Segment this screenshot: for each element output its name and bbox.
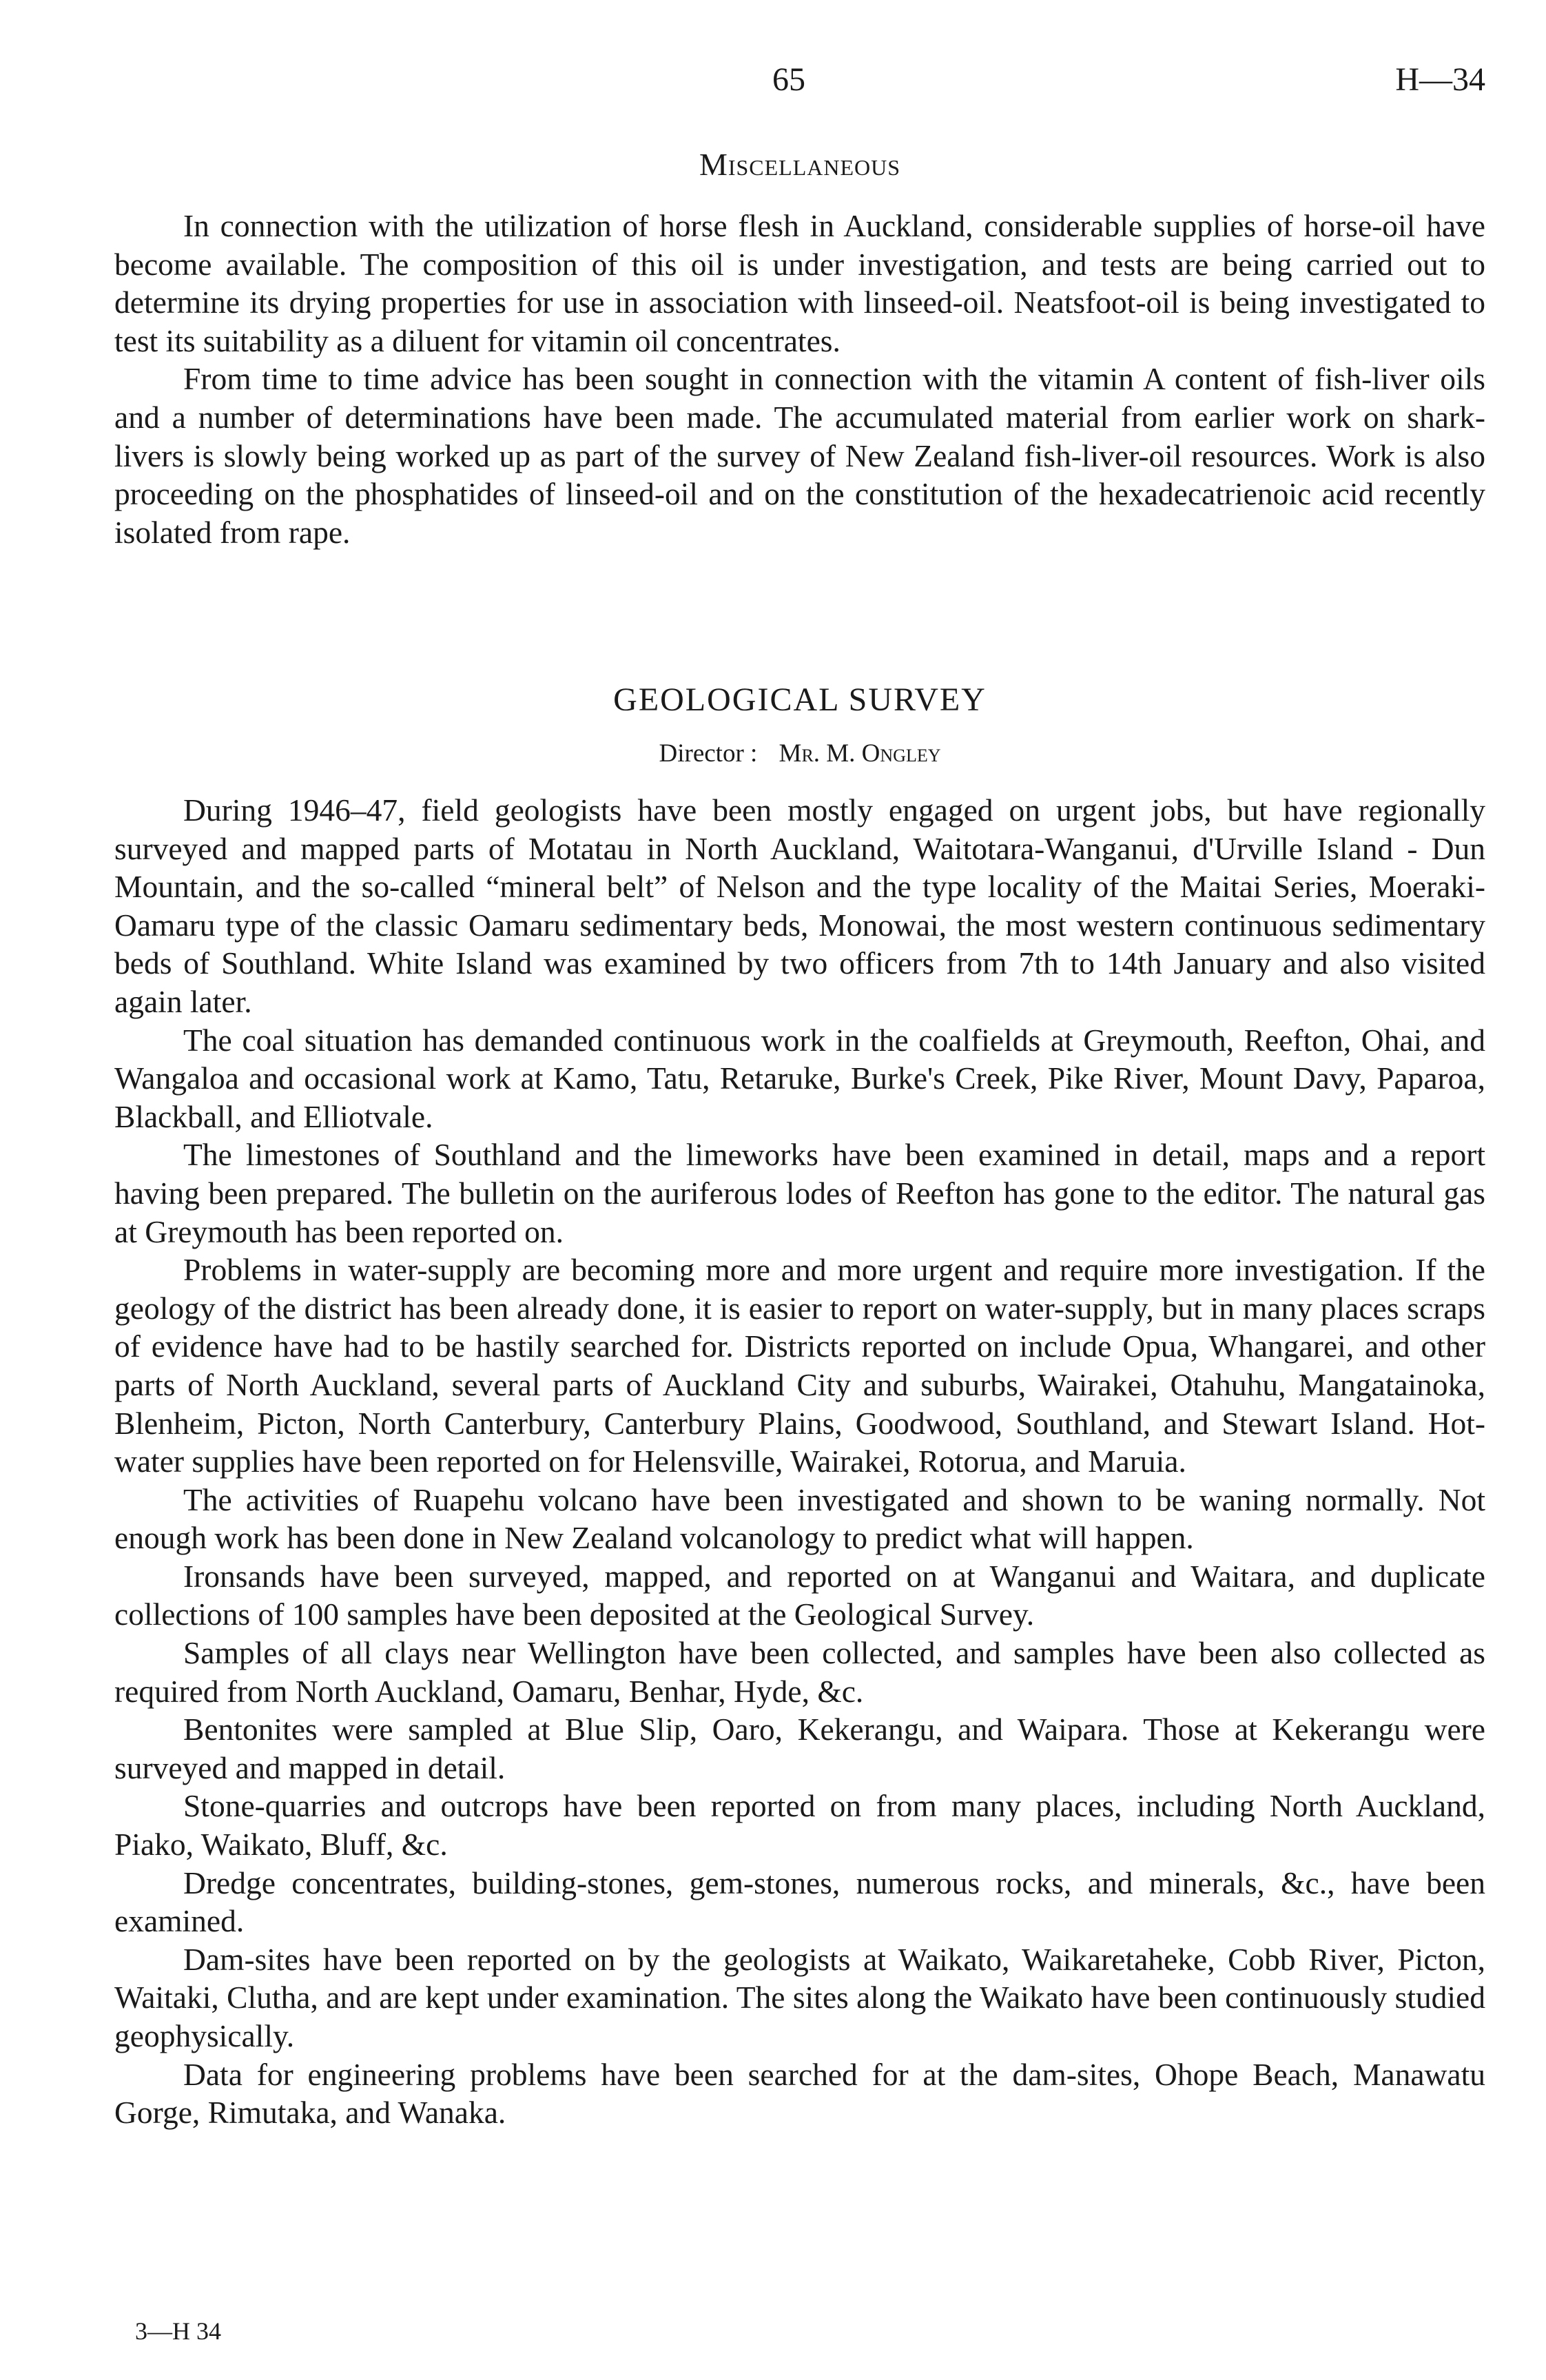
document-page	[114, 0, 1485, 2380]
paragraph: Samples of all clays near Wellington have been collected, and samples have been also collected as required from North Auckland, Oamaru, Benhar, Hyde, &c.	[114, 1635, 1485, 1709]
director-label: Director :	[659, 739, 758, 768]
paragraph: Bentonites were sampled at Blue Slip, Oaro, Kekerangu, and Waipara. Those at Kekerangu were surveyed and mapped in detail.	[114, 1712, 1485, 1785]
paragraph: The limestones of Southland and the limeworks have been examined in detail, maps and a report having been prepared. The bulletin on the auriferous lodes of Reefton has gone to the editor. The natural gas at Greymouth has been reported on.	[114, 1137, 1485, 1249]
paragraph: The coal situation has demanded continuous work in the coalfields at Greymouth, Reefton, Ohai, and Wangaloa and occasional work at Kamo, Tatu, Retaruke, Burke's Creek, Pike River, Mount Davy, Paparoa, Blackball, and Elliotvale.	[114, 1022, 1485, 1134]
geological-survey-section	[114, 791, 1485, 2132]
page-header	[114, 61, 1485, 116]
paragraph: From time to time advice has been sought in connection with the vitamin A content of fish-liver oils and a number of determinations have been made. The accumulated material from earlier work on shark-livers is slowly being worked up as part of the survey of New Zealand fish-liver-oil resources. Work is also proceeding on the phosphatides of linseed-oil and on the constitution of the hexadecatrienoic acid recently isolated from rape.	[114, 361, 1485, 550]
document-reference: H—34	[1395, 61, 1485, 98]
paragraph: In connection with the utilization of horse flesh in Auckland, considerable supplies of horse-oil have become available. The composition of this oil is under investigation, and tests are being carried out to determine its drying properties for use in association with linseed-oil. Neatsfoot-oil is being investigated to test its suitability as a diluent for vitamin oil concentrates.	[114, 208, 1485, 358]
miscellaneous-section	[114, 207, 1485, 551]
director-line	[114, 739, 1485, 768]
paragraph: Dam-sites have been reported on by the geologists at Waikato, Waikaretaheke, Cobb River, Picton, Waitaki, Clutha, and are kept under examination. The sites along the Waikato have been continuously studied geophysically.	[114, 1941, 1485, 2053]
paragraph: The activities of Ruapehu volcano have been investigated and shown to be waning normally. Not enough work has been done in New Zealand volcanology to predict what will happen.	[114, 1481, 1485, 1556]
director-name: Mr. M. Ongley	[779, 739, 941, 768]
page-number: 65	[772, 61, 805, 98]
paragraph: Stone-quarries and outcrops have been reported on from many places, including North Auckland, Piako, Waikato, Bluff, &c.	[114, 1788, 1485, 1863]
paragraph: Data for engineering problems have been searched for at the dam-sites, Ohope Beach, Manawatu Gorge, Rimutaka, and Wanaka.	[114, 2056, 1485, 2131]
geological-survey-heading: GEOLOGICAL SURVEY	[613, 681, 987, 718]
paragraph: Ironsands have been surveyed, mapped, and reported on at Wanganui and Waitara, and duplicate collections of 100 samples have been deposited at the Geological Survey.	[114, 1558, 1485, 1632]
miscellaneous-heading: Miscellaneous	[699, 147, 901, 182]
paragraph: Problems in water-supply are becoming more and more urgent and require more investigation. If the geology of the district has been already done, it is easier to report on water-supply, but in many places scraps of evidence have had to be hastily searched for. Districts reported on include Opua, Whangarei, and other parts of North Auckland, several parts of Auckland City and suburbs, Wairakei, Otahuhu, Mangatainoka, Blenheim, Picton, North Canterbury, Canterbury Plains, Goodwood, Southland, and Stewart Island. Hot-water supplies have been reported on for Helensville, Wairakei, Rotorua, and Maruia.	[114, 1252, 1485, 1479]
paragraph: Dredge concentrates, building-stones, gem-stones, numerous rocks, and minerals, &c., have been examined.	[114, 1865, 1485, 1939]
paragraph: During 1946–47, field geologists have been mostly engaged on urgent jobs, but have regionally surveyed and mapped parts of Motatau in North Auckland, Waitotara-Wanganui, d'Urville Island - Dun Mountain, and the so-called “mineral belt” of Nelson and the type locality of the Maitai Series, Moeraki-Oamaru type of the classic Oamaru sedimentary beds, Monowai, the most western continuous sedimentary beds of Southland. White Island was examined by two officers from 7th to 14th January and also visited again later.	[114, 792, 1485, 1019]
page-signature: 3—H 34	[135, 2317, 221, 2345]
